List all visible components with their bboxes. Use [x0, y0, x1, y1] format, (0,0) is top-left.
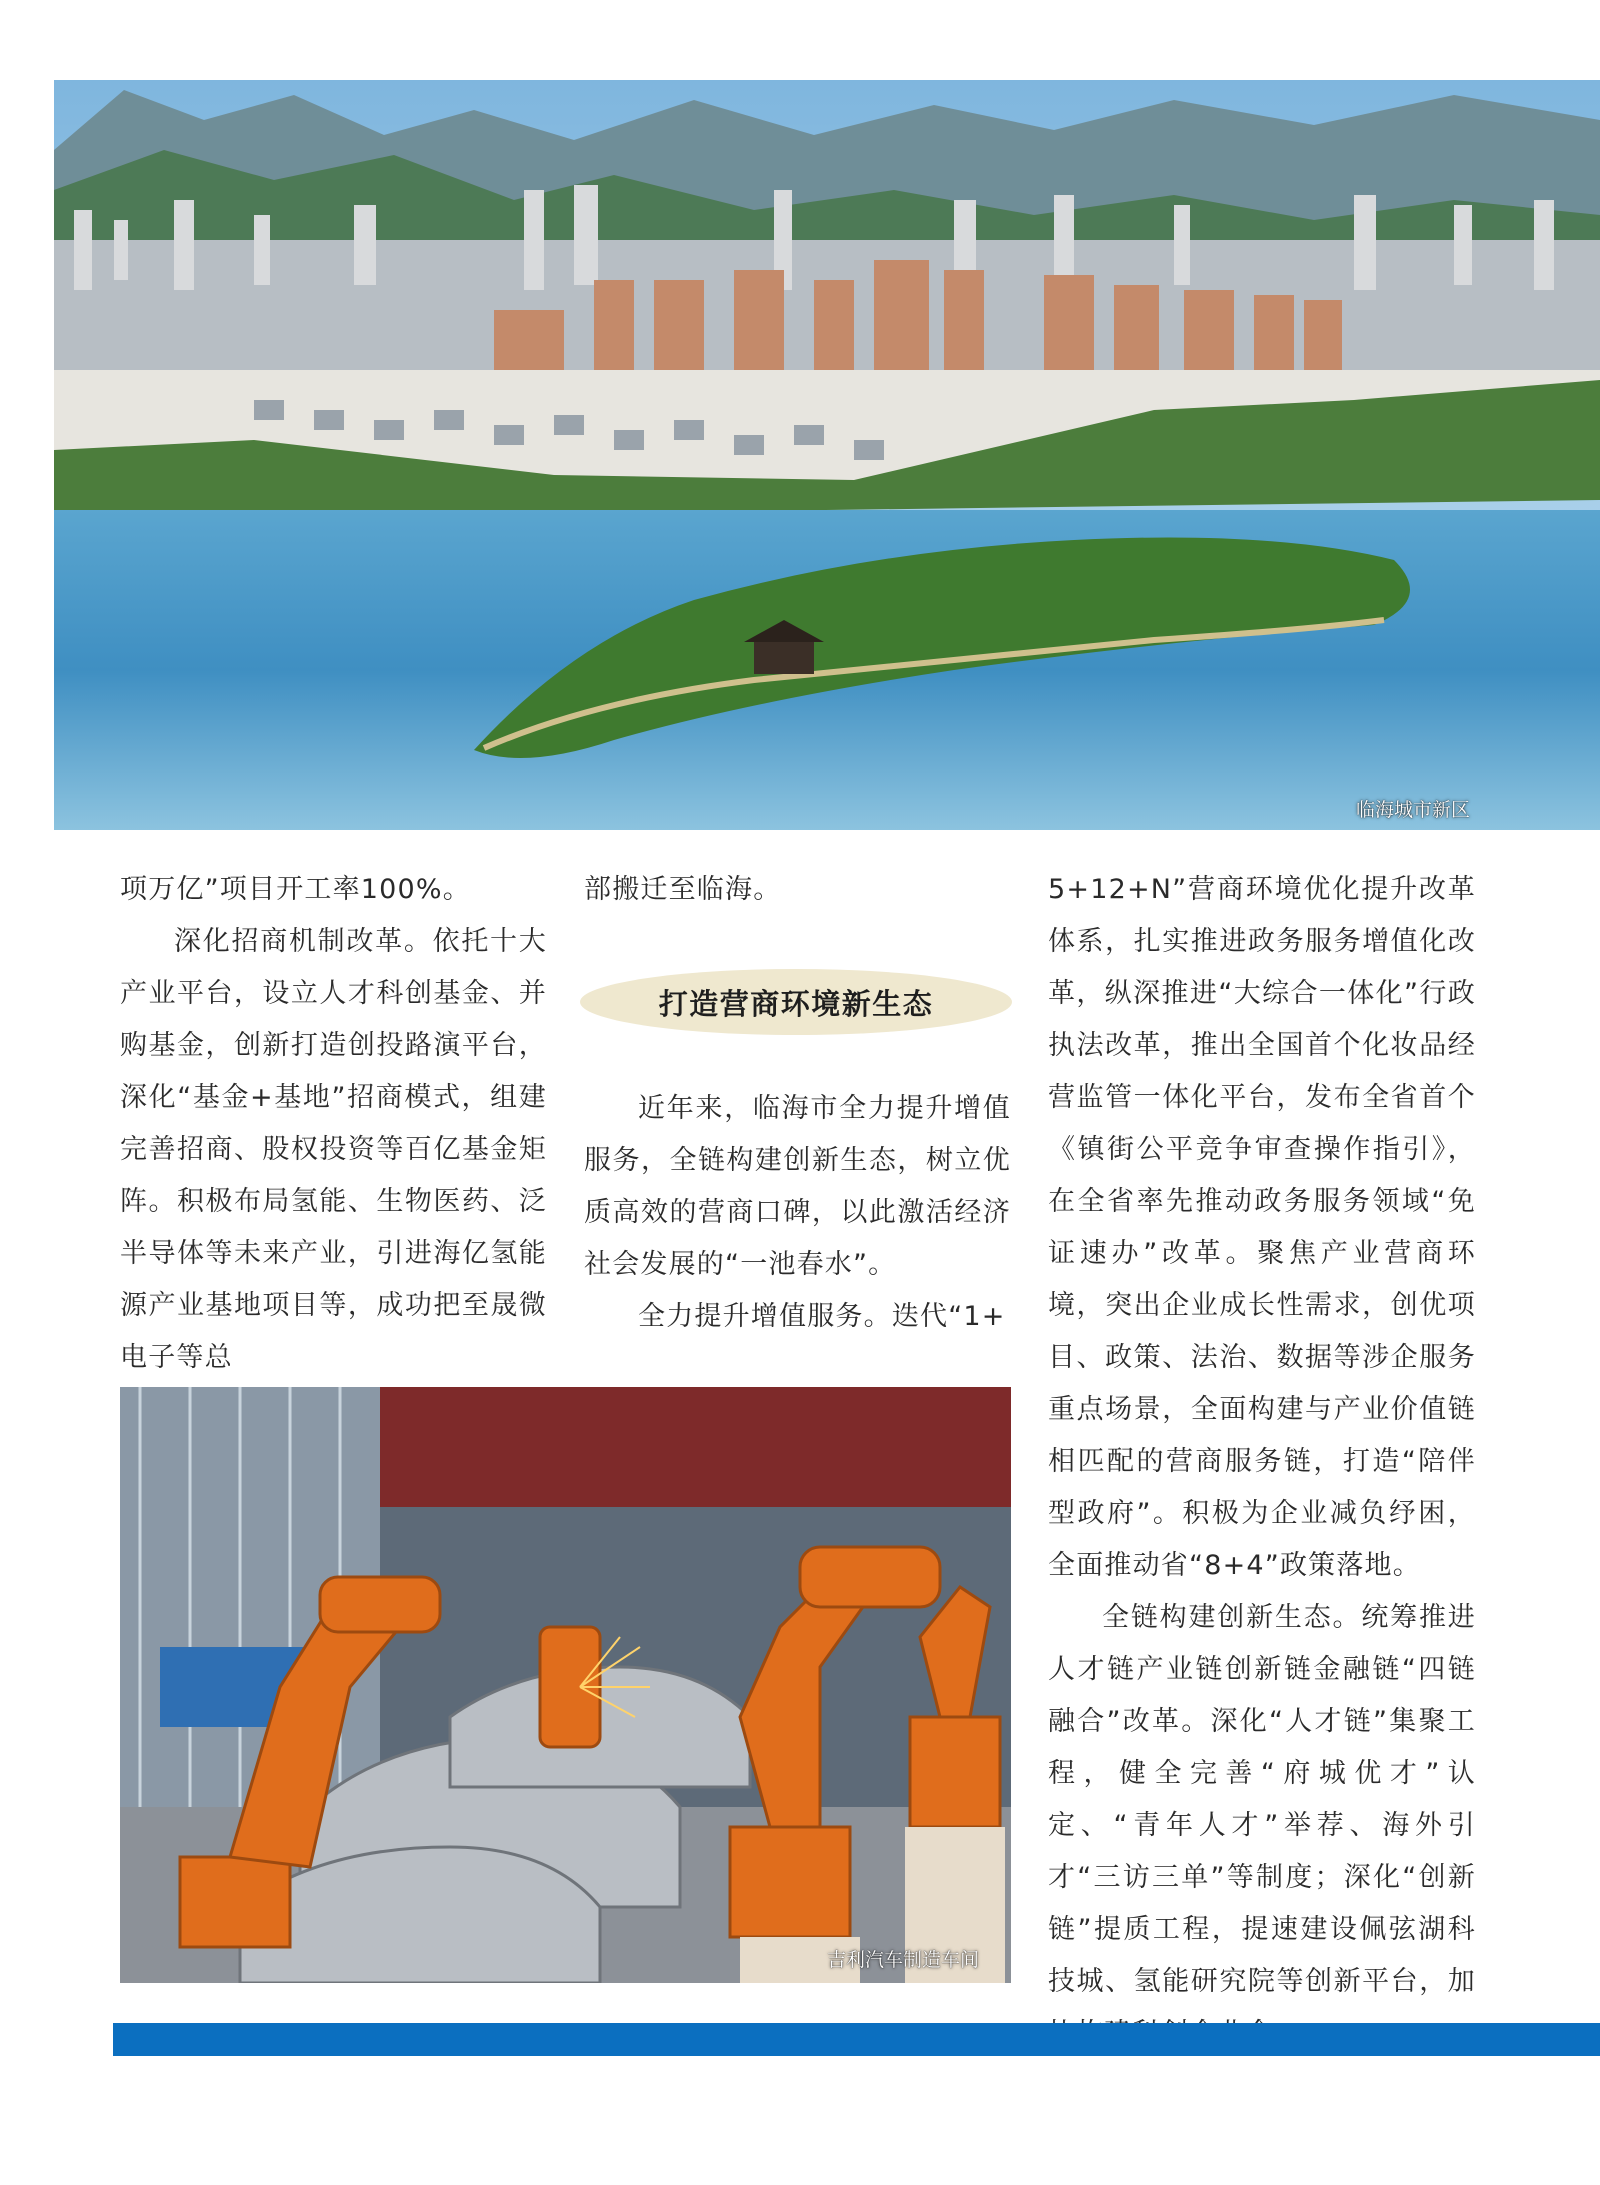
column-2-paragraph-3: 全力提升增值服务。迭代“1+	[638, 1301, 1006, 1332]
factory-robot-illustration	[120, 1387, 1011, 1983]
bottom-accent-bar	[113, 2023, 1600, 2056]
column-2-paragraph-2: 近年来，临海市全力提升增值服务，全链构建创新生态，树立优质高效的营商口碑，以此激活经济社会发展的“一池春水”。	[584, 1093, 1011, 1280]
factory-photo	[120, 1387, 1011, 1983]
article-column-2-body	[584, 1083, 1011, 1343]
article-column-1	[120, 864, 547, 1384]
factory-photo-caption: 吉利汽车制造车间	[827, 1949, 980, 1971]
top-photo-caption: 临海城市新区	[1356, 799, 1471, 821]
article-column-3	[1048, 864, 1476, 2060]
article-column-2	[584, 864, 1011, 916]
column-1-paragraph-2: 深化招商机制改革。依托十大产业平台，设立人才科创基金、并购基金，创新打造创投路演平台，深化“基金+基地”招商模式，组建完善招商、股权投资等百亿基金矩阵。积极布局氢能、生物医药、泛半导体等未来产业，引进海亿氢能源产业基地项目等，成功把至晟微电子等总	[120, 926, 547, 1373]
city-aerial-photo	[54, 80, 1600, 830]
column-2-paragraph-1: 部搬迁至临海。	[584, 874, 782, 905]
column-3-paragraph-2: 全链构建创新生态。统筹推进人才链产业链创新链金融链“四链融合”改革。深化“人才链”集聚工程，健全完善“府城优才”认定、“青年人才”举荐、海外引才“三访三单”等制度；深化“创新链”提质工程，提速建设佩弦湖科技城、氢能研究院等创新平台，加	[1048, 1602, 1476, 1997]
section-heading: 打造营商环境新生态	[580, 969, 1012, 1035]
column-1-paragraph-1: 项万亿”项目开工率100%。	[120, 874, 471, 905]
city-aerial-illustration	[54, 80, 1600, 830]
column-3-paragraph-1: 5+12+N”营商环境优化提升改革体系，扎实推进政务服务增值化改革，纵深推进“大综合一体化”行政执法改革，推出全国首个化妆品经营监管一体化平台，发布全省首个《镇街公平竞争审查操作指引》，在全省率先推动政务服务领域“免证速办”改革。聚焦产业营商环境，突出企业成长性需求，创优项目、政策、法治、数据等涉企服务重点场景，全面构建与产业价值链相匹配的营商服务链，打造“陪伴型政府”。积极为企业减负纾困，全面推动省“8+4”政策落地。	[1048, 874, 1476, 1581]
